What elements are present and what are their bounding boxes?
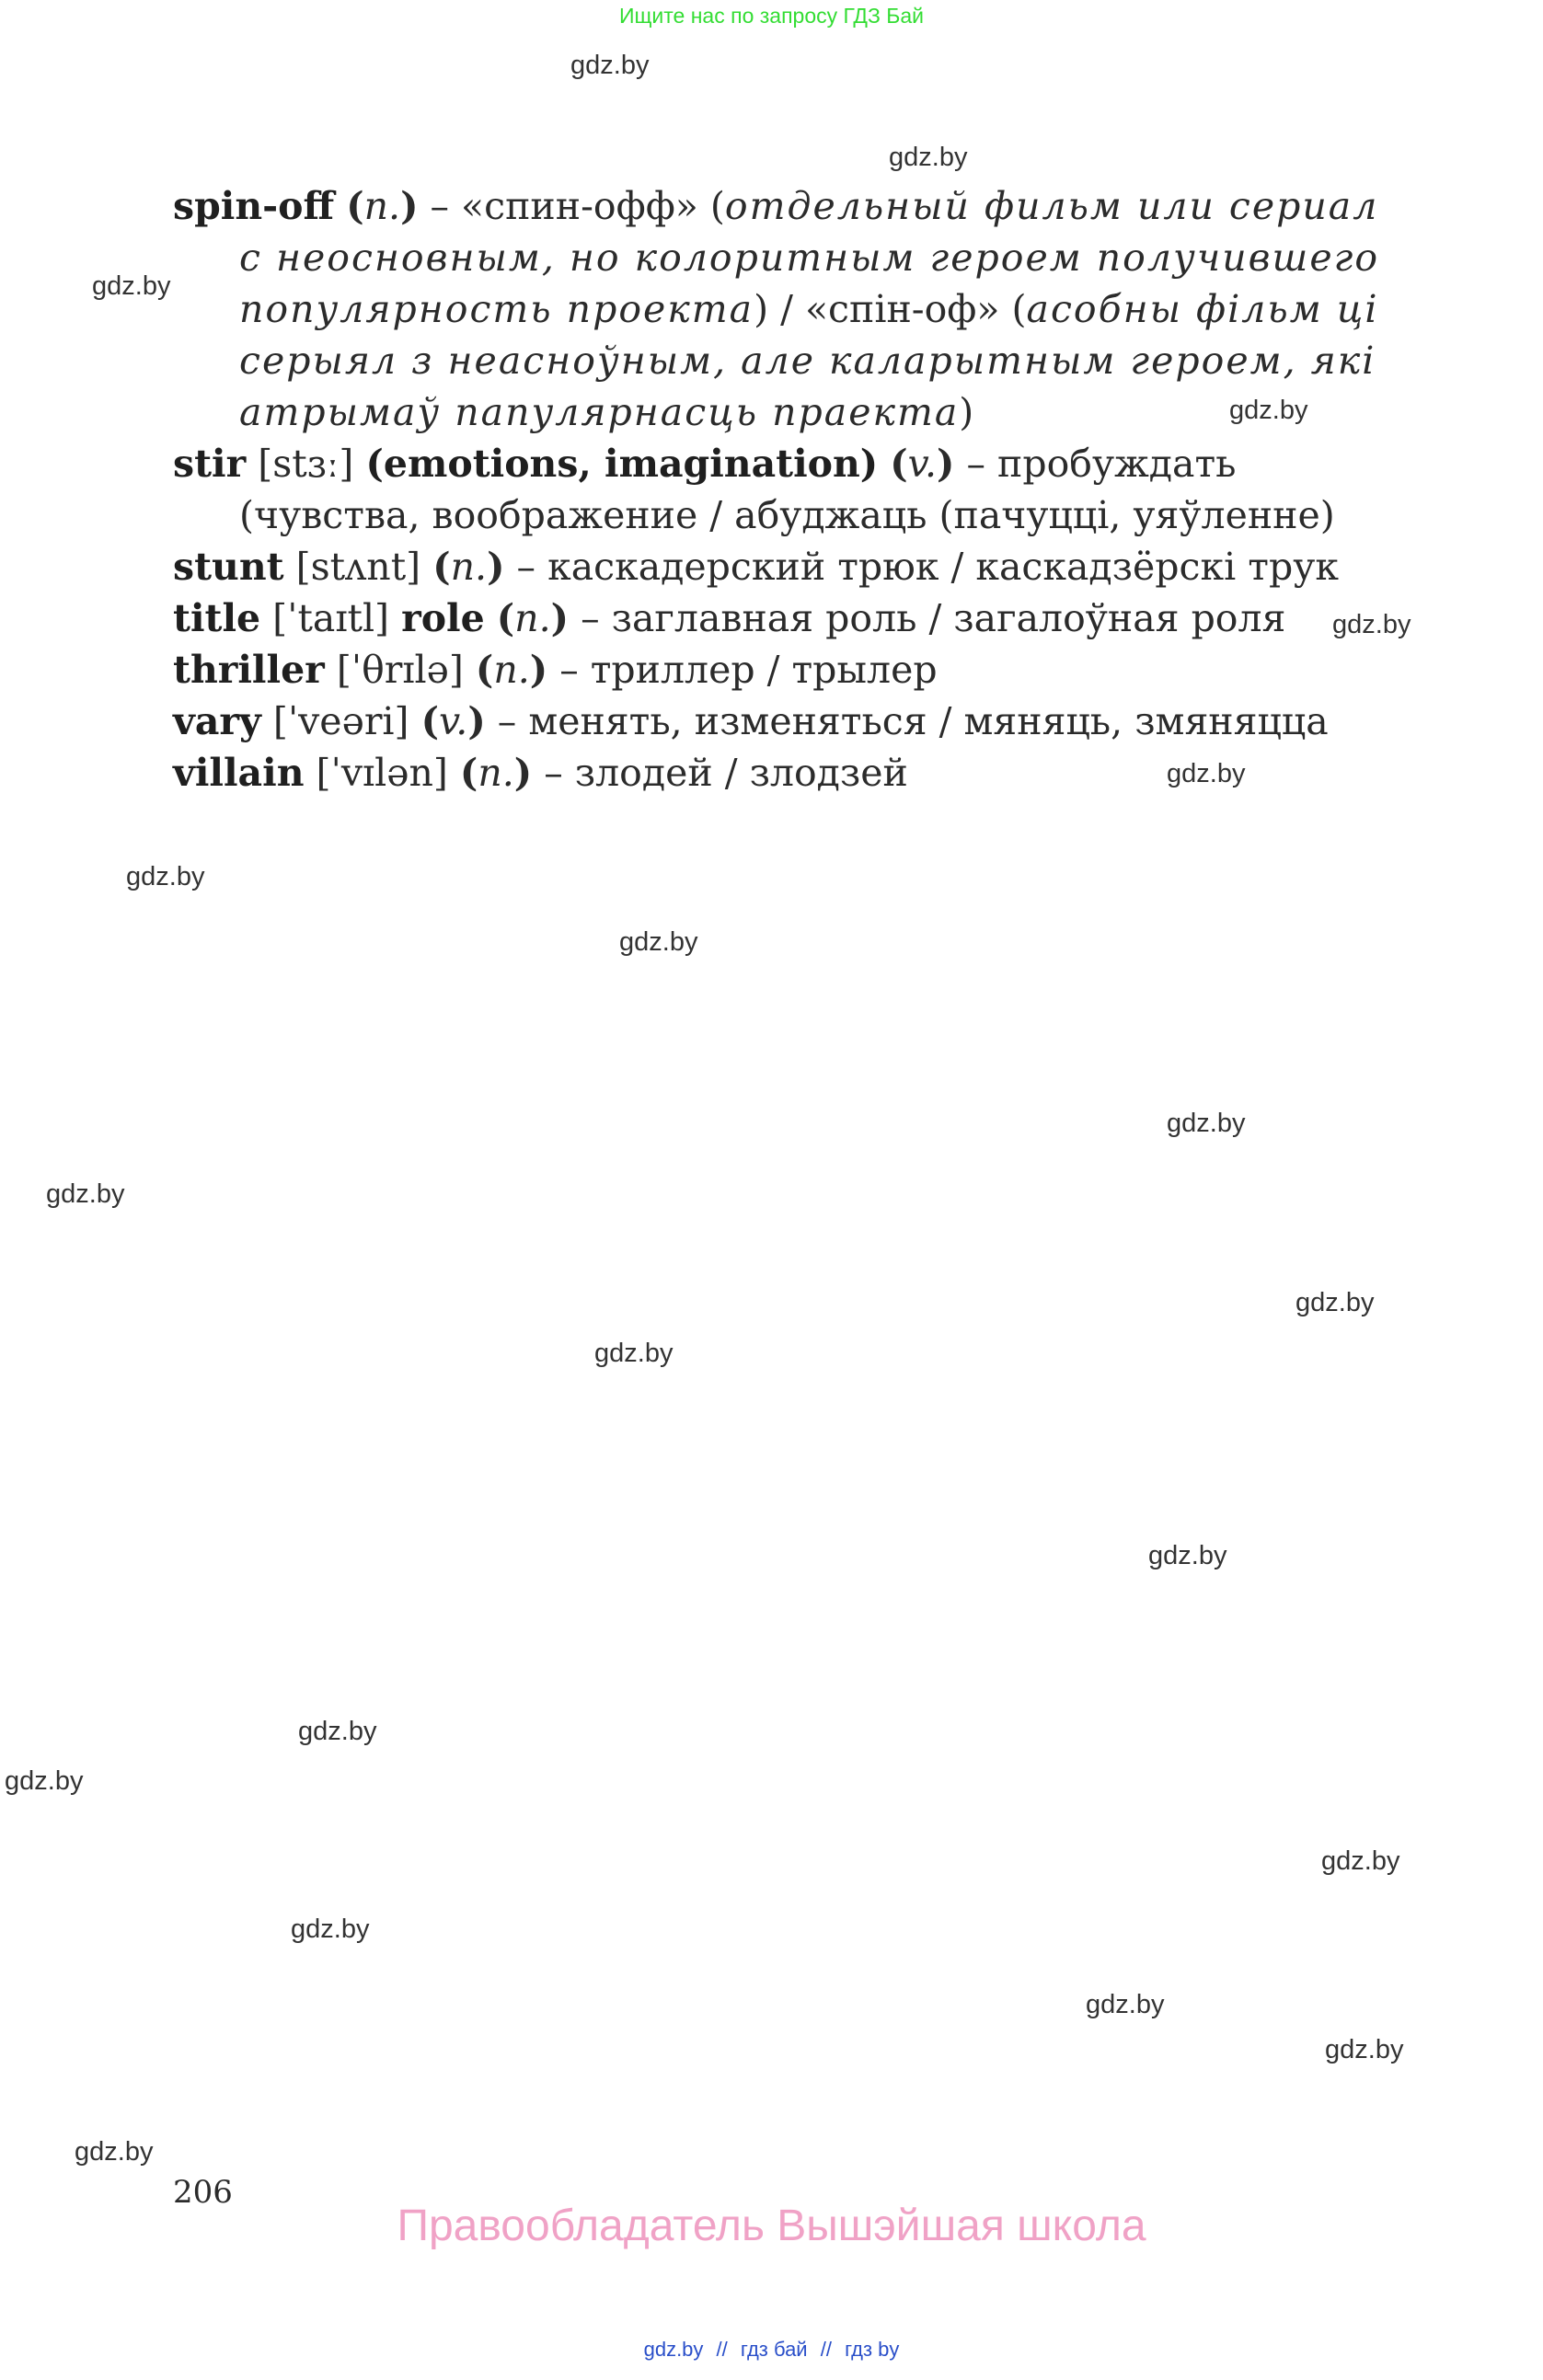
footer-separator: // xyxy=(716,2338,728,2361)
part-of-speech: (n.) xyxy=(432,545,505,589)
watermark: gdz.by xyxy=(92,271,171,301)
watermark: gdz.by xyxy=(1295,1288,1375,1317)
part-of-speech: (n.) xyxy=(496,596,570,640)
dash: – xyxy=(569,596,612,640)
headword-extra: role xyxy=(401,596,485,640)
watermark: gdz.by xyxy=(1229,396,1308,425)
translation: менять, изменяться / мяняць, змяняцца xyxy=(528,699,1329,743)
watermark: gdz.by xyxy=(1321,1846,1400,1876)
watermark: gdz.by xyxy=(619,927,698,957)
dash: – xyxy=(485,699,529,743)
vocab-entry-stir xyxy=(173,438,1406,541)
vocabulary-list xyxy=(173,180,1406,799)
watermark: gdz.by xyxy=(594,1339,674,1368)
footer-link[interactable]: гдз by xyxy=(845,2338,900,2361)
footer-links xyxy=(0,2338,1543,2362)
dash: – xyxy=(547,648,591,692)
watermark: gdz.by xyxy=(570,51,650,80)
dash: – xyxy=(954,442,997,486)
vocab-entry-villain xyxy=(173,747,1406,799)
separator: ) / «спін-оф» ( xyxy=(754,287,1027,331)
headword: title xyxy=(173,596,261,640)
watermark: gdz.by xyxy=(1167,1109,1246,1138)
vocab-entry-vary xyxy=(173,696,1406,747)
part-of-speech: (n.) xyxy=(346,184,419,228)
headword: spin-off xyxy=(173,184,335,228)
headword-extra: (emotions, imagination) xyxy=(365,442,879,486)
top-banner[interactable]: Ищите нас по запросу ГДЗ Бай xyxy=(618,4,925,28)
vocab-entry-stunt xyxy=(173,541,1406,592)
footer-link[interactable]: gdz.by xyxy=(643,2338,704,2361)
part-of-speech: (v.) xyxy=(420,699,486,743)
watermark: gdz.by xyxy=(298,1717,377,1746)
translation: злодей / злодзей xyxy=(574,751,908,795)
transcription: [ˈvɪlən] xyxy=(316,751,448,795)
translation: триллер / трылер xyxy=(590,648,938,692)
footer-separator: // xyxy=(820,2338,832,2361)
watermark: gdz.by xyxy=(291,1914,370,1944)
page-number: 206 xyxy=(173,2174,233,2211)
watermark: gdz.by xyxy=(1167,759,1246,788)
watermark: gdz.by xyxy=(46,1179,125,1209)
watermark: gdz.by xyxy=(1086,1990,1165,2019)
vocab-entry-thriller xyxy=(173,644,1406,696)
translation: заглавная роль / загалоўная роля xyxy=(611,596,1286,640)
closing-paren: ) xyxy=(959,390,974,434)
headword: stunt xyxy=(173,545,284,589)
part-of-speech: (n.) xyxy=(459,751,533,795)
vocab-entry-spin-off xyxy=(173,180,1406,438)
description-ru: отдельный фильм или сериал с неосновным, но колоритным героем получившего популярность проекта xyxy=(239,184,1380,331)
description-by: асобны фільм ці серыял з неасноўным, але каларытным героем, які атрымаў папулярнасць праекта xyxy=(239,287,1379,434)
watermark: gdz.by xyxy=(1332,610,1411,639)
headword: villain xyxy=(173,751,305,795)
transcription: [ˈtaɪtl] xyxy=(272,596,390,640)
copyright-notice: Правообладатель Вышэйшая школа xyxy=(397,2202,1146,2250)
headword: thriller xyxy=(173,648,325,692)
translation: пробуждать (чувства, воображение / абуджаць (пачуцці, уяўленне) xyxy=(239,442,1335,537)
translation-ru: «спин-офф» ( xyxy=(461,184,725,228)
dash: – xyxy=(418,184,462,228)
watermark: gdz.by xyxy=(1148,1541,1227,1570)
dash: – xyxy=(532,751,575,795)
watermark: gdz.by xyxy=(126,862,205,891)
transcription: [ˈθrɪlə] xyxy=(336,648,464,692)
headword: stir xyxy=(173,442,247,486)
vocab-entry-title-role xyxy=(173,592,1406,644)
transcription: [ˈveəri] xyxy=(272,699,409,743)
watermark: gdz.by xyxy=(5,1766,84,1796)
part-of-speech: (v.) xyxy=(890,442,955,486)
translation: каскадерский трюк / каскадзёрскі трук xyxy=(547,545,1339,589)
dash: – xyxy=(504,545,548,589)
watermark: gdz.by xyxy=(889,143,968,172)
transcription: [stʌnt] xyxy=(295,545,421,589)
watermark: gdz.by xyxy=(75,2137,154,2167)
watermark: gdz.by xyxy=(1325,2035,1404,2064)
part-of-speech: (n.) xyxy=(475,648,548,692)
transcription: [stɜː] xyxy=(258,442,354,486)
headword: vary xyxy=(173,699,261,743)
footer-link[interactable]: гдз бай xyxy=(740,2338,808,2361)
